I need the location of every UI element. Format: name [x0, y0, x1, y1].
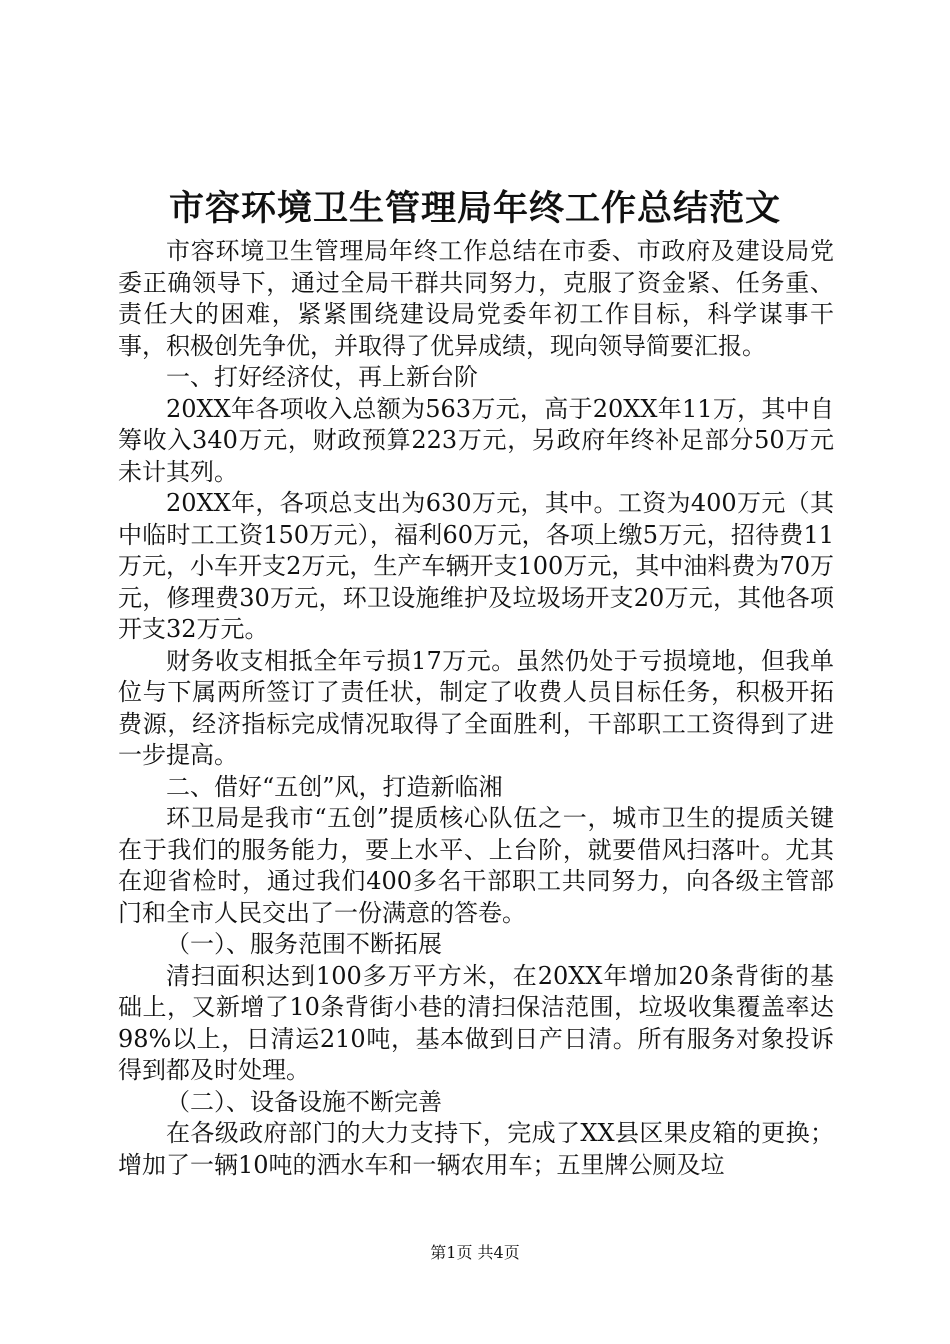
paragraph-expenditure: 20XX年，各项总支出为630万元，其中。工资为400万元（其中临时工工资150万元），福利60万元，各项上缴5万元，招待费11万元，小车开支2万元，生产车辆开支100万元，其中油料费为70万元，修理费30万元，环卫设施维护及垃圾场开支20万元，其他各项开支32万元。 [118, 489, 834, 643]
subsection-heading-2: （二）、设备设施不断完善 [166, 1087, 442, 1116]
page-footer: 第1页 共4页 [430, 1243, 520, 1262]
subsection-heading-1: （一）、服务范围不断拓展 [166, 930, 442, 958]
paragraph-service-scope: 清扫面积达到100多万平方米，在20XX年增加20条背街的基础上，又新增了10条背街小巷的清扫保洁范围，垃圾收集覆盖率达98%以上，日清运210吨，基本做到日产日清。所有服务对象投诉得到都及时处理。 [118, 961, 834, 1084]
document-title: 市容环境卫生管理局年终工作总结范文 [168, 188, 781, 229]
section-heading-2: 二、借好“五创”风，打造新临湘 [166, 772, 503, 801]
paragraph-balance: 财务收支相抵全年亏损17万元。虽然仍处于亏损境地，但我单位与下属两所签订了责任状，制定了收费人员目标任务，积极开拓费源，经济指标完成情况取得了全面胜利，干部职工工资得到了进一步提高。 [118, 646, 834, 769]
paragraph-five-create: 环卫局是我市“五创”提质核心队伍之一，城市卫生的提质关键在于我们的服务能力，要上水平、上台阶，就要借风扫落叶。尤其在迎省检时，通过我们400多名干部职工共同努力，向各级主管部门和全市人民交出了一份满意的答卷。 [118, 804, 834, 927]
paragraph-intro: 市容环境卫生管理局年终工作总结在市委、市政府及建设局党委正确领导下，通过全局干群共同努力，克服了资金紧、任务重、责任大的困难，紧紧围绕建设局党委年初工作目标，科学谋事干事，积极创先争优，并取得了优异成绩，现向领导简要汇报。 [118, 237, 834, 360]
section-heading-1: 一、打好经济仗，再上新台阶 [166, 363, 478, 391]
paragraph-income: 20XX年各项收入总额为563万元，高于20XX年11万，其中自筹收入340万元，财政预算223万元，另政府年终补足部分50万元未计其列。 [118, 394, 834, 486]
document-body [118, 236, 834, 1181]
paragraph-equipment: 在各级政府部门的大力支持下，完成了XX县区果皮箱的更换；增加了一辆10吨的洒水车和一辆农用车；五里牌公厕及垃 [118, 1119, 834, 1179]
